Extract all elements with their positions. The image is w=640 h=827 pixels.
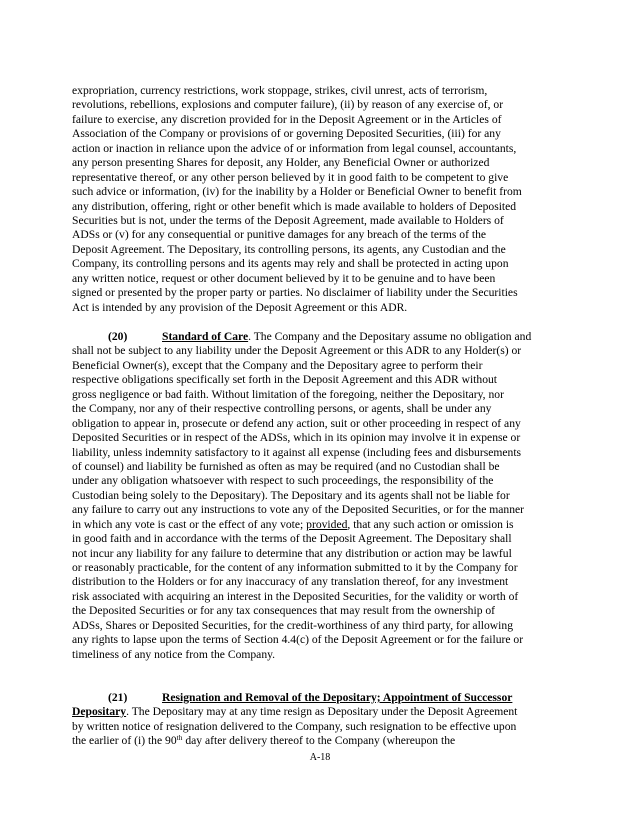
text-line: any person presenting Shares for deposit, any Holder, any Beneficial Owner or authorized bbox=[72, 156, 490, 170]
text-fragment: the earlier of (i) the 90 bbox=[72, 734, 177, 748]
text-line: Custodian being solely to the Depositary). The Depositary and its agents shall not be liable for bbox=[72, 488, 510, 502]
text-line: any failure to carry out any instructions to vote any of the Deposited Securities, or for the manner bbox=[72, 503, 525, 517]
text-fragment: day after delivery thereof to the Company (whereupon the bbox=[182, 734, 456, 748]
section-number: (20) bbox=[108, 330, 128, 343]
text-line: obligation to appear in, prosecute or defend any action, suit or other proceeding in respect of any bbox=[72, 416, 521, 430]
section-heading-cont: Depositary bbox=[72, 705, 127, 719]
text-line: expropriation, currency restrictions, work stoppage, strikes, civil unrest, acts of terrorism, bbox=[72, 84, 488, 97]
text-line: the Company, nor any of their respective controlling persons, or agents, shall be under any bbox=[72, 402, 492, 416]
text-line: Deposit Agreement. The Depositary, its controlling persons, its agents, any Custodian and the bbox=[72, 242, 506, 256]
text-line: or reasonably practicable, for the content of any information submitted to it by the Company for bbox=[72, 561, 518, 574]
text-line: ADSs, Shares or Deposited Securities, for the credit-worthiness of any third party, for allowing bbox=[72, 618, 513, 632]
section-heading: Resignation and Removal of the Depositary; Appointment of Successor bbox=[162, 691, 513, 704]
section-text: . The Depositary may at any time resign as Depositary under the Deposit Agreement bbox=[126, 705, 518, 719]
paragraph-continuation bbox=[72, 84, 564, 315]
text-line: by written notice of resignation delivered to the Company, such resignation to be effective upon bbox=[72, 719, 517, 733]
text-line: representative thereof, or any other person believed by it in good faith to be competent to give bbox=[72, 170, 509, 184]
text-line: in good faith and in accordance with the terms of the Deposit Agreement. The Depositary shall bbox=[72, 532, 512, 546]
section-21-first-line bbox=[72, 691, 564, 705]
text-line: shall not be subject to any liability under the Deposit Agreement or this ADR to any Holder(s) or bbox=[72, 344, 522, 358]
text-line: signed or presented by the proper party or parties. No disclaimer of liability under the Securities bbox=[72, 286, 518, 300]
text-line: not incur any liability for any failure to determine that any distribution or action may be lawful bbox=[72, 546, 512, 560]
text-line: failure to exercise, any discretion provided for in the Deposit Agreement or in the Articles of bbox=[72, 112, 502, 126]
text-line: Securities but is not, under the terms of the Deposit Agreement, made available to Holders of bbox=[72, 213, 504, 227]
section-20-first-line bbox=[72, 330, 564, 344]
superscript: th bbox=[176, 733, 183, 743]
section-text: . The Company and the Depositary assume no obligation and bbox=[248, 330, 532, 343]
paragraph-section-20 bbox=[72, 330, 564, 662]
text-line: any rights to lapse upon the terms of Section 4.4(c) of the Deposit Agreement or for the failure or bbox=[72, 633, 524, 647]
text-line: of counsel) and liability be furnished as often as may be required (and no Custodian shall be bbox=[72, 459, 500, 473]
text-line: Deposited Securities or in respect of the ADSs, which in its opinion may involve it in expense or bbox=[72, 431, 521, 445]
text-line: revolutions, rebellions, explosions and computer failure), (ii) by reason of any exercise of, or bbox=[72, 98, 504, 112]
text-line: risk associated with acquiring an interest in the Deposited Securities, for the validity or worth of bbox=[72, 589, 519, 603]
text-line: under any obligation whatsoever with respect to such proceedings, the responsibility of the bbox=[72, 474, 494, 488]
text-line: ADSs or (v) for any consequential or punitive damages for any breach of the terms of the bbox=[72, 228, 487, 242]
text-line bbox=[72, 518, 564, 532]
text-line: any distribution, offering, right or other benefit which is made available to holders of Deposited bbox=[72, 199, 517, 213]
text-line: liability, unless indemnity satisfactory to it against all expense (including fees and disbursements bbox=[72, 445, 522, 459]
text-line: Company, its controlling persons and its agents may rely and shall be protected in acting upon bbox=[72, 257, 509, 271]
text-line: Association of the Company or provisions of or governing Deposited Securities, (iii) for any bbox=[72, 127, 501, 141]
section-number: (21) bbox=[108, 691, 128, 704]
text-line: any written notice, request or other document believed by it to be genuine and to have been bbox=[72, 271, 496, 285]
text-line: distribution to the Holders or for any inaccuracy of any translation thereof, for any investment bbox=[72, 575, 509, 589]
section-heading: Standard of Care bbox=[162, 330, 249, 343]
section-21-second-line bbox=[72, 705, 564, 719]
text-line: Act is intended by any provision of the Deposit Agreement or this ADR. bbox=[72, 300, 408, 314]
text-line: the Deposited Securities or for any tax consequences that may result from the ownership of bbox=[72, 604, 496, 618]
text-line: respective obligations specifically set forth in the Deposit Agreement and this ADR without bbox=[72, 373, 498, 387]
text-line: gross negligence or bad faith. Without limitation of the foregoing, neither the Depositary, nor bbox=[72, 387, 504, 401]
text-line: Beneficial Owner(s), except that the Company and the Depositary agree to perform their bbox=[72, 358, 483, 372]
text-line: action or inaction in reliance upon the advice of or information from legal counsel, accountants, bbox=[72, 141, 517, 155]
page-number: A-18 bbox=[309, 752, 331, 763]
text-fragment: , that any such action or omission is bbox=[347, 517, 514, 531]
text-line: such advice or information, (iv) for the inability by a Holder or Beneficial Owner to benefit from bbox=[72, 185, 522, 199]
text-line: timeliness of any notice from the Company. bbox=[72, 647, 276, 661]
provided-term: provided bbox=[306, 517, 348, 531]
text-line bbox=[72, 734, 564, 748]
text-fragment: in which any vote is cast or the effect of any vote; bbox=[72, 517, 307, 531]
paragraph-section-21 bbox=[72, 691, 564, 749]
